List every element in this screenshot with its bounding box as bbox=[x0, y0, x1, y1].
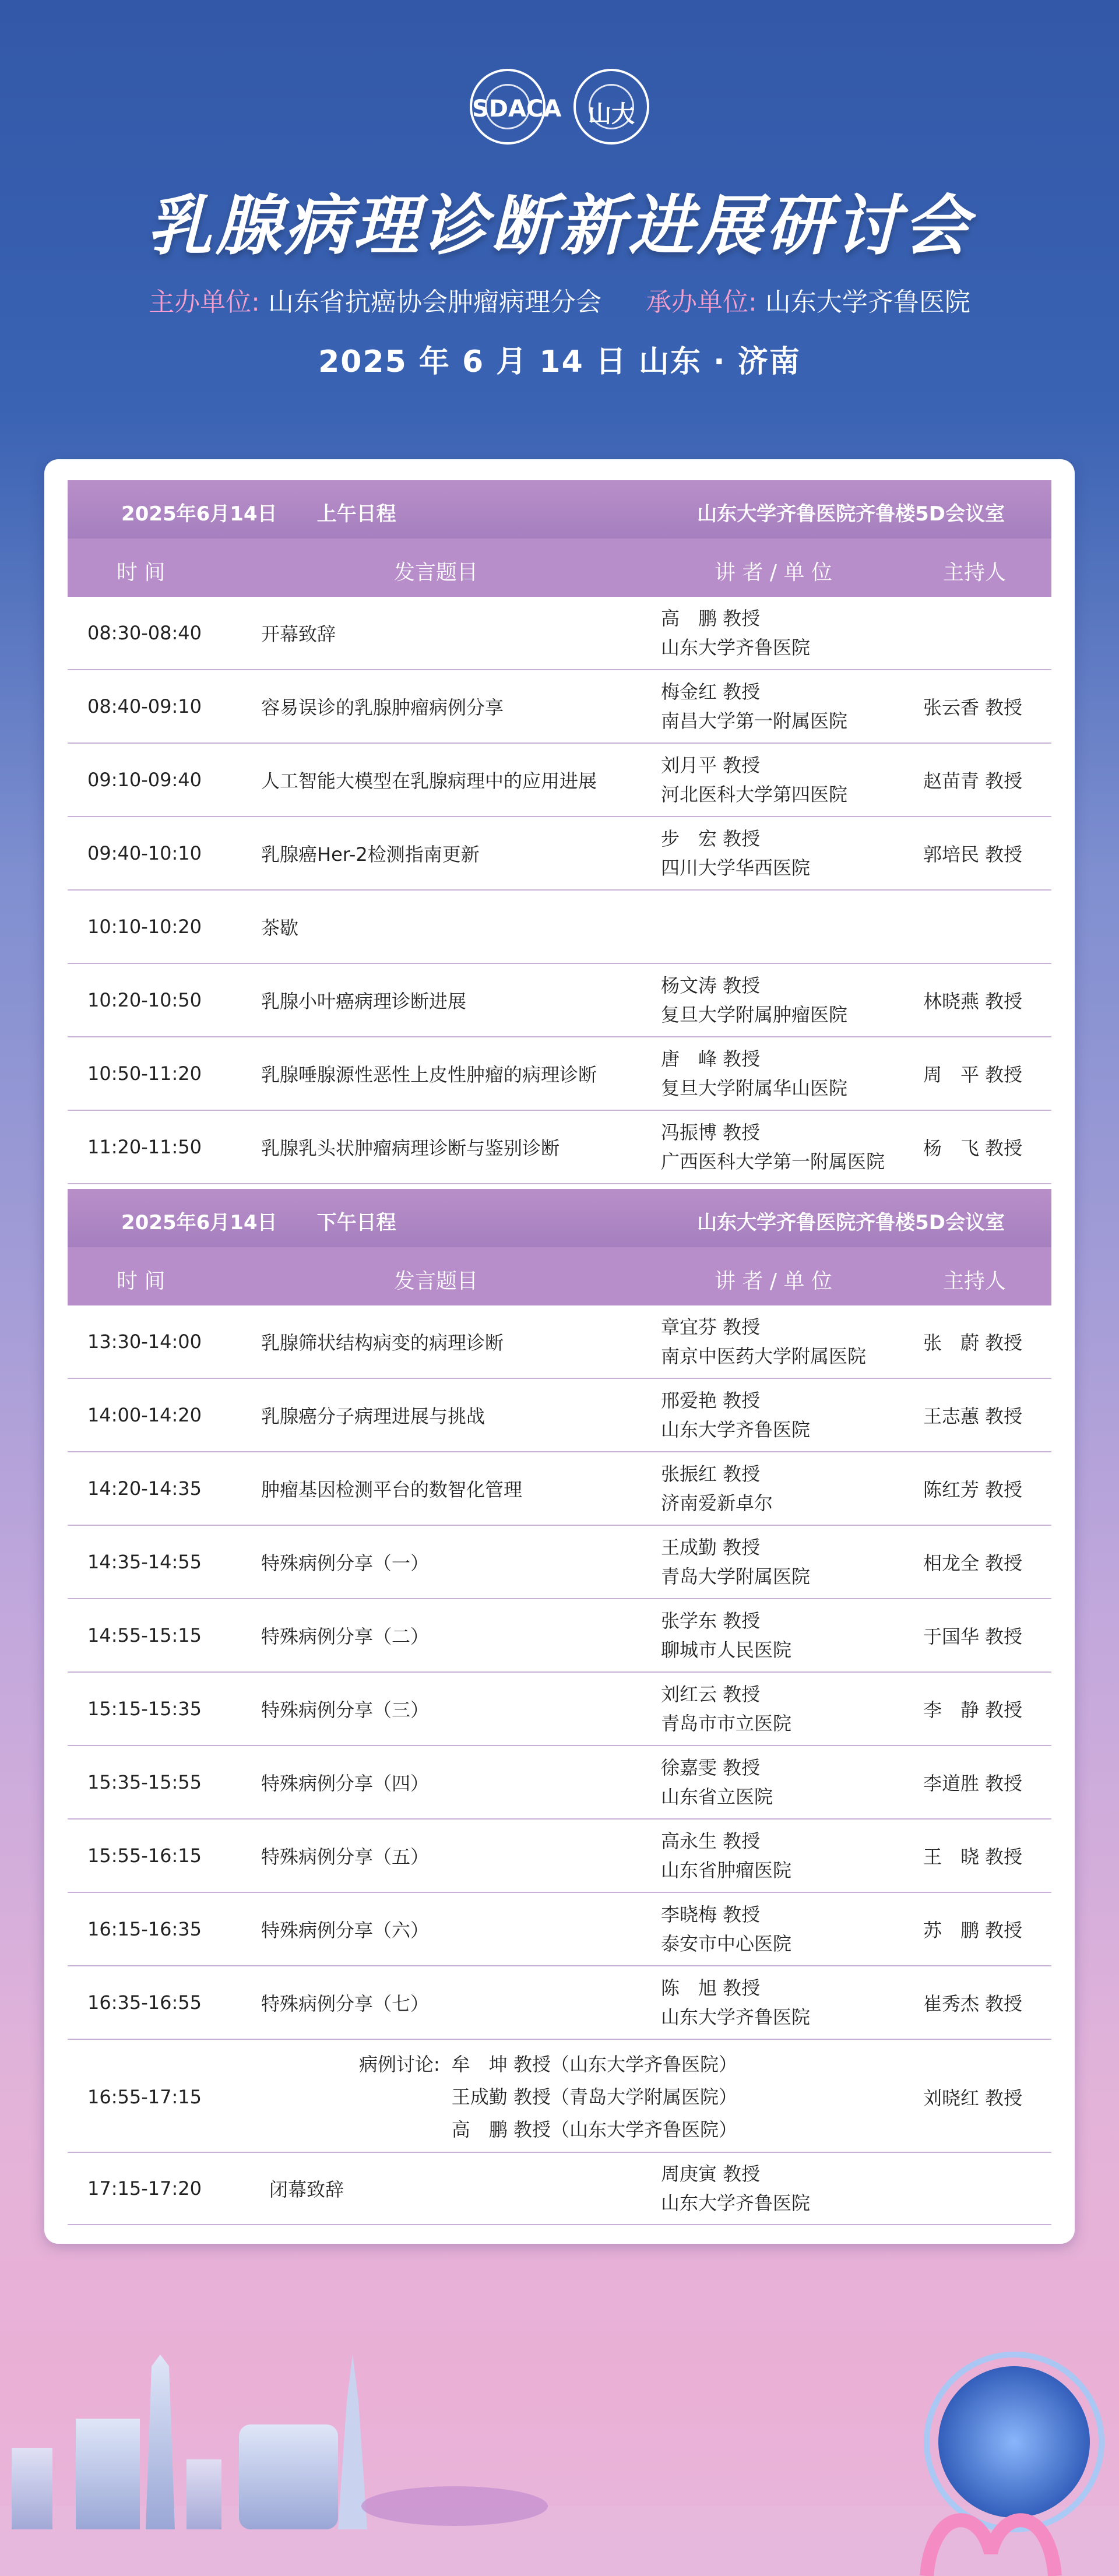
row-speaker bbox=[661, 2159, 810, 2218]
row-topic: 茶歇 bbox=[261, 917, 299, 939]
row-time: 16:35-16:55 bbox=[87, 1991, 202, 2014]
hospital-seal-logo bbox=[573, 69, 649, 145]
row-topic: 容易误诊的乳腺肿瘤病例分享 bbox=[261, 696, 504, 719]
schedule-row bbox=[68, 597, 1051, 670]
row-time: 14:35-14:55 bbox=[87, 1551, 202, 1573]
speaker-name: 梅金红 教授 bbox=[661, 681, 761, 703]
discussion-name: 高 鹏 教授（山东大学齐鲁医院） bbox=[451, 2118, 737, 2141]
speaker-name: 徐嘉雯 教授 bbox=[661, 1757, 761, 1779]
row-host: 张 蔚 教授 bbox=[923, 1332, 1023, 1354]
speaker-name: 高 鹏 教授 bbox=[661, 607, 761, 629]
schedule-row bbox=[68, 1673, 1051, 1746]
schedule-row bbox=[68, 891, 1051, 964]
row-host: 周 平 教授 bbox=[923, 1064, 1023, 1086]
date-place: 2025 年 6 月 14 日 山东 · 济南 bbox=[318, 344, 801, 379]
speaker-name: 冯振博 教授 bbox=[661, 1121, 761, 1143]
association-seal-mark: SDACA bbox=[472, 96, 562, 122]
speaker-unit: 山东大学齐鲁医院 bbox=[661, 2192, 811, 2214]
afternoon-session-header bbox=[68, 1189, 1051, 1247]
speaker-unit: 复旦大学附属华山医院 bbox=[661, 1077, 848, 1099]
row-topic: 肿瘤基因检测平台的数智化管理 bbox=[261, 1479, 523, 1501]
discussion-block bbox=[359, 2048, 737, 2146]
hospital-seal-mark: 山大 bbox=[588, 101, 635, 128]
row-topic: 乳腺唾腺源性恶性上皮性肿瘤的病理诊断 bbox=[261, 1064, 597, 1086]
row-time: 09:40-10:10 bbox=[87, 842, 202, 864]
row-speaker bbox=[661, 751, 847, 809]
col-time: 时 间 bbox=[117, 561, 166, 585]
speaker-name: 邢爱艳 教授 bbox=[661, 1389, 761, 1412]
speaker-unit: 山东省肿瘤医院 bbox=[661, 1859, 792, 1881]
host-org: 山东省抗癌协会肿瘤病理分会 bbox=[268, 287, 601, 317]
co-label: 承办单位: bbox=[646, 287, 757, 317]
row-topic: 特殊病例分享（七） bbox=[261, 1993, 430, 2015]
morning-column-header bbox=[68, 539, 1051, 597]
row-time: 08:30-08:40 bbox=[87, 622, 202, 644]
schedule-row bbox=[68, 1820, 1051, 1893]
speaker-unit: 河北医科大学第四医院 bbox=[661, 783, 848, 805]
row-host: 林晓燕 教授 bbox=[923, 990, 1023, 1012]
col-topic: 发言题目 bbox=[394, 561, 478, 585]
logo-group bbox=[0, 69, 1119, 145]
discussion-names bbox=[452, 2048, 737, 2146]
row-time: 10:50-11:20 bbox=[87, 1062, 202, 1085]
row-host: 郭培民 教授 bbox=[923, 843, 1023, 865]
speaker-name: 李晓梅 教授 bbox=[661, 1903, 761, 1926]
speaker-unit: 聊城市人民医院 bbox=[661, 1639, 792, 1661]
row-host: 王志蕙 教授 bbox=[923, 1405, 1023, 1427]
row-speaker bbox=[661, 1459, 773, 1518]
co-org: 山东大学齐鲁医院 bbox=[765, 287, 970, 317]
row-time: 15:55-16:15 bbox=[87, 1845, 202, 1867]
col-speaker: 讲 者 / 单 位 bbox=[715, 1269, 832, 1293]
morning-date: 2025年6月14日 上午日程 bbox=[121, 502, 396, 526]
afternoon-venue: 山东大学齐鲁医院齐鲁楼5D会议室 bbox=[697, 1211, 1005, 1234]
row-speaker bbox=[661, 1312, 866, 1371]
discussion-name: 牟 坤 教授（山东大学齐鲁医院） bbox=[451, 2053, 737, 2075]
row-host: 崔秀杰 教授 bbox=[923, 1993, 1023, 2015]
speaker-unit: 青岛市市立医院 bbox=[661, 1712, 792, 1734]
speaker-unit: 山东大学齐鲁医院 bbox=[661, 2006, 811, 2028]
row-topic: 特殊病例分享（五） bbox=[261, 1846, 430, 1868]
row-topic: 特殊病例分享（三） bbox=[261, 1699, 430, 1721]
afternoon-date: 2025年6月14日 下午日程 bbox=[121, 1211, 396, 1234]
morning-session-header bbox=[68, 480, 1051, 539]
row-host: 相龙全 教授 bbox=[923, 1552, 1023, 1574]
schedule-row bbox=[68, 1305, 1051, 1379]
speaker-name: 张学东 教授 bbox=[661, 1610, 761, 1632]
col-host: 主持人 bbox=[943, 561, 1007, 585]
row-speaker bbox=[661, 824, 810, 882]
schedule-row bbox=[68, 1599, 1051, 1673]
speaker-unit: 复旦大学附属肿瘤医院 bbox=[661, 1004, 848, 1026]
discussion-label: 病例讨论: bbox=[359, 2053, 440, 2075]
afternoon-column-header bbox=[68, 1247, 1051, 1305]
row-speaker bbox=[661, 677, 847, 736]
row-speaker bbox=[661, 1680, 791, 1738]
speaker-unit: 山东省立医院 bbox=[661, 1786, 773, 1808]
row-host: 杨 飞 教授 bbox=[923, 1137, 1023, 1159]
row-time: 09:10-09:40 bbox=[87, 769, 202, 791]
speaker-name: 步 宏 教授 bbox=[661, 828, 761, 850]
row-host: 苏 鹏 教授 bbox=[923, 1919, 1023, 1941]
schedule-row bbox=[68, 1037, 1051, 1111]
row-host: 王 晓 教授 bbox=[923, 1846, 1023, 1868]
row-speaker bbox=[661, 1533, 810, 1591]
row-time: 14:20-14:35 bbox=[87, 1477, 202, 1500]
schedule-row bbox=[68, 670, 1051, 744]
schedule-row bbox=[68, 1452, 1051, 1526]
schedule-row bbox=[68, 1746, 1051, 1820]
speaker-name: 杨文涛 教授 bbox=[661, 974, 761, 997]
page-title: 乳腺病理诊断新进展研讨会 bbox=[147, 188, 972, 264]
row-time: 17:15-17:20 bbox=[87, 2177, 202, 2200]
speaker-name: 刘月平 教授 bbox=[661, 754, 761, 776]
row-topic: 特殊病例分享（四） bbox=[261, 1772, 430, 1794]
speaker-unit: 山东大学齐鲁医院 bbox=[661, 636, 811, 659]
schedule-row bbox=[68, 817, 1051, 891]
closing-row bbox=[68, 2153, 1051, 2225]
row-topic: 特殊病例分享（二） bbox=[261, 1625, 430, 1648]
schedule-row bbox=[68, 964, 1051, 1037]
row-speaker bbox=[661, 1118, 885, 1176]
row-host: 刘晓红 教授 bbox=[923, 2087, 1023, 2109]
row-time: 14:00-14:20 bbox=[87, 1404, 202, 1426]
row-speaker bbox=[661, 604, 810, 662]
speaker-name: 王成勤 教授 bbox=[661, 1536, 761, 1558]
row-time: 11:20-11:50 bbox=[87, 1136, 202, 1158]
row-host: 李道胜 教授 bbox=[923, 1772, 1023, 1794]
row-speaker bbox=[661, 971, 847, 1029]
row-host: 于国华 教授 bbox=[923, 1625, 1023, 1648]
row-speaker bbox=[661, 1827, 791, 1885]
discussion-name: 王成勤 教授（青岛大学附属医院） bbox=[451, 2086, 737, 2108]
row-topic: 乳腺乳头状肿瘤病理诊断与鉴别诊断 bbox=[261, 1137, 560, 1159]
schedule-row bbox=[68, 1111, 1051, 1184]
row-time: 10:20-10:50 bbox=[87, 989, 202, 1011]
row-speaker bbox=[661, 1973, 810, 2032]
schedule-row bbox=[68, 1893, 1051, 1966]
row-host: 张云香 教授 bbox=[923, 696, 1023, 719]
col-host: 主持人 bbox=[943, 1269, 1007, 1293]
speaker-unit: 四川大学华西医院 bbox=[661, 857, 811, 879]
speaker-unit: 南京中医药大学附属医院 bbox=[661, 1345, 867, 1367]
row-topic: 乳腺筛状结构病变的病理诊断 bbox=[261, 1332, 504, 1354]
row-host: 赵苗青 教授 bbox=[923, 770, 1023, 792]
row-speaker bbox=[661, 1386, 810, 1444]
morning-venue: 山东大学齐鲁医院齐鲁楼5D会议室 bbox=[697, 502, 1005, 526]
row-topic: 乳腺小叶癌病理诊断进展 bbox=[261, 990, 467, 1012]
row-host: 李 静 教授 bbox=[923, 1699, 1023, 1721]
row-topic: 乳腺癌分子病理进展与挑战 bbox=[261, 1405, 485, 1427]
speaker-unit: 广西医科大学第一附属医院 bbox=[661, 1150, 885, 1173]
city-skyline-illustration bbox=[0, 2331, 1119, 2576]
speaker-unit: 泰安市中心医院 bbox=[661, 1933, 792, 1955]
row-speaker bbox=[661, 1044, 847, 1103]
row-speaker bbox=[661, 1753, 773, 1811]
schedule-row bbox=[68, 1966, 1051, 2040]
speaker-name: 周庚寅 教授 bbox=[661, 2163, 761, 2185]
row-time: 14:55-15:15 bbox=[87, 1624, 202, 1646]
speaker-name: 刘红云 教授 bbox=[661, 1683, 761, 1705]
row-topic: 特殊病例分享（一） bbox=[261, 1552, 430, 1574]
speaker-unit: 山东大学齐鲁医院 bbox=[661, 1419, 811, 1441]
col-topic: 发言题目 bbox=[394, 1269, 478, 1293]
row-time: 10:10-10:20 bbox=[87, 916, 202, 938]
schedule-row bbox=[68, 744, 1051, 817]
speaker-unit: 青岛大学附属医院 bbox=[661, 1565, 811, 1588]
speaker-name: 张振红 教授 bbox=[661, 1463, 761, 1485]
speaker-unit: 南昌大学第一附属医院 bbox=[661, 710, 848, 732]
organizer-line bbox=[0, 281, 1119, 318]
row-time: 16:55-17:15 bbox=[87, 2086, 202, 2108]
row-speaker bbox=[661, 1606, 791, 1664]
speaker-name: 章宜芬 教授 bbox=[661, 1316, 761, 1338]
speaker-name: 陈 旭 教授 bbox=[661, 1977, 761, 1999]
row-topic: 开幕致辞 bbox=[261, 623, 336, 645]
col-time: 时 间 bbox=[117, 1269, 166, 1293]
discussion-row bbox=[68, 2042, 1051, 2153]
row-topic: 乳腺癌Her-2检测指南更新 bbox=[261, 843, 480, 865]
speaker-unit: 济南爱新卓尔 bbox=[661, 1492, 773, 1514]
speaker-name: 高永生 教授 bbox=[661, 1830, 761, 1852]
col-speaker: 讲 者 / 单 位 bbox=[715, 561, 832, 585]
row-time: 13:30-14:00 bbox=[87, 1331, 202, 1353]
row-time: 15:35-15:55 bbox=[87, 1771, 202, 1793]
row-topic: 人工智能大模型在乳腺病理中的应用进展 bbox=[261, 770, 597, 792]
row-topic: 特殊病例分享（六） bbox=[261, 1919, 430, 1941]
host-label: 主办单位: bbox=[149, 287, 260, 317]
schedule-row bbox=[68, 1379, 1051, 1452]
speaker-name: 唐 峰 教授 bbox=[661, 1048, 761, 1070]
association-seal-logo bbox=[470, 69, 562, 145]
row-topic: 闭幕致辞 bbox=[269, 2179, 344, 2201]
row-host: 陈红芳 教授 bbox=[923, 1479, 1023, 1501]
row-speaker bbox=[661, 1900, 791, 1958]
schedule-row bbox=[68, 1526, 1051, 1599]
row-time: 16:15-16:35 bbox=[87, 1918, 202, 1940]
schedule-card bbox=[44, 459, 1075, 2244]
row-time: 08:40-09:10 bbox=[87, 695, 202, 717]
row-time: 15:15-15:35 bbox=[87, 1698, 202, 1720]
